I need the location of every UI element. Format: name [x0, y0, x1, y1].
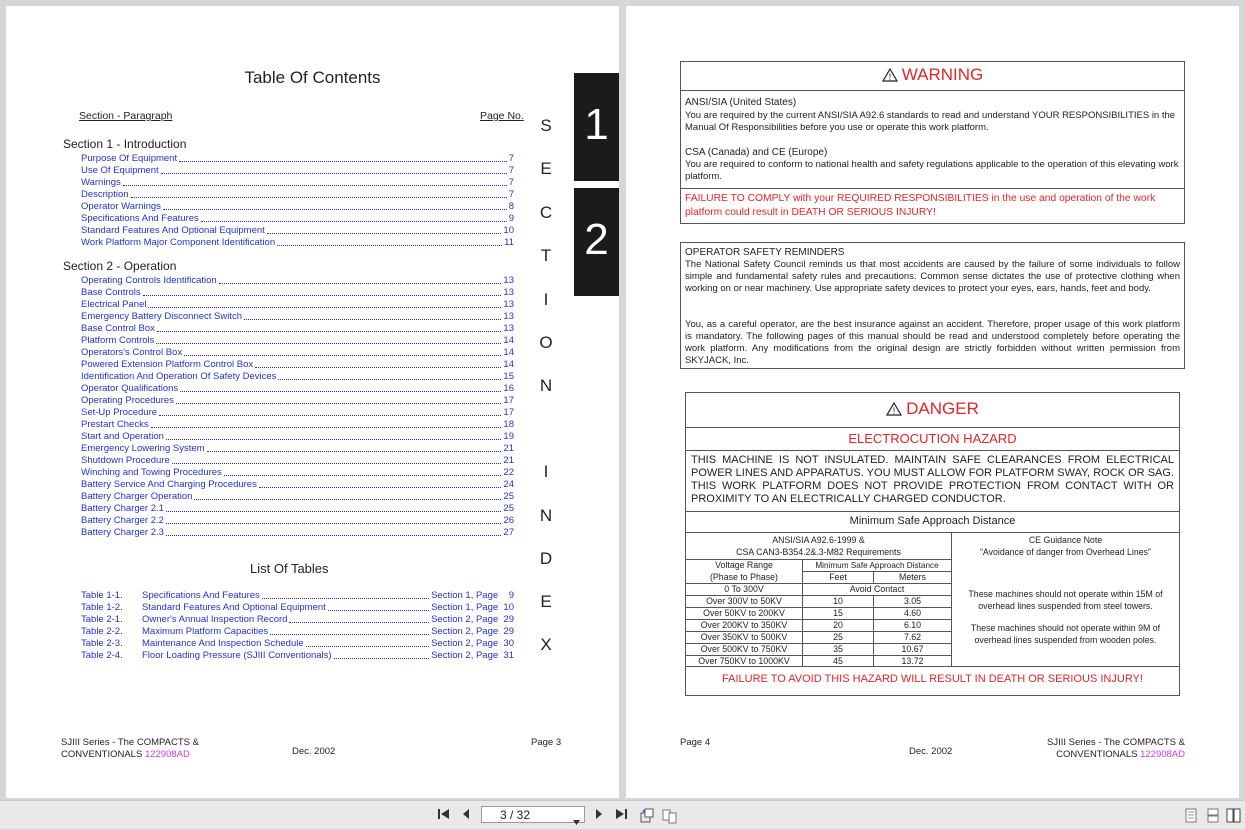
toc-entry-label: Operating Procedures	[81, 395, 174, 406]
section-tab-2[interactable]: 2	[574, 188, 619, 296]
right-footer-series-line2: CONVENTIONALS	[1056, 749, 1138, 760]
approach-cell-feet	[803, 643, 873, 655]
leader-dots	[157, 331, 501, 332]
leader-dots	[166, 535, 502, 536]
table-number: Table 2-3.	[81, 638, 123, 649]
toc-entry-page: 17	[503, 407, 514, 418]
toc-entry[interactable]	[81, 442, 514, 454]
toc-entry-page: 11	[504, 237, 514, 248]
approach-cell-feet	[803, 607, 873, 619]
approach-cell-voltage	[686, 643, 802, 655]
approach-distance-table	[686, 532, 952, 666]
table-label: Specifications And Features	[142, 590, 260, 601]
toc-entry[interactable]	[81, 274, 514, 286]
first-page-icon[interactable]	[437, 808, 451, 823]
leader-dots	[148, 307, 501, 308]
toc-entry-page: 15	[503, 371, 514, 382]
right-footer-date: Dec. 2002	[909, 746, 953, 757]
danger-footer-warning: FAILURE TO AVOID THIS HAZARD WILL RESULT IN DEATH OR SERIOUS INJURY!	[722, 673, 1143, 685]
toc-entry-label: Standard Features And Optional Equipment	[81, 225, 265, 236]
toc-entry-label: Purpose Of Equipment	[81, 153, 178, 164]
table-reference: Section 1, Page 9	[431, 590, 514, 601]
col-min-distance: Minimum Safe Approach Distance	[815, 560, 939, 570]
right-footer-series-line1: SJIII Series - The COMPACTS &	[1047, 737, 1185, 748]
leader-dots	[176, 403, 501, 404]
toc-entry[interactable]	[81, 406, 514, 418]
approach-meters-value: 7.62	[903, 632, 922, 642]
leader-dots	[151, 427, 502, 428]
footer-series-line1: SJIII Series - The COMPACTS &	[61, 737, 199, 748]
toc-entry-page: 18	[503, 419, 514, 430]
approach-feet-value: 35	[833, 644, 843, 654]
toc-entry-page: 14	[503, 335, 514, 346]
table-list-entry[interactable]	[81, 637, 514, 649]
facing-view-icon[interactable]	[1226, 808, 1242, 826]
leader-dots	[262, 598, 429, 599]
right-footer-page-number: Page 4	[680, 737, 711, 748]
table-number: Table 2-4.	[81, 650, 123, 661]
toc-entry[interactable]	[81, 454, 514, 466]
tables-title: List Of Tables	[250, 561, 329, 576]
toc-entry-page: 13	[503, 287, 514, 298]
approach-feet-value: 25	[833, 632, 843, 642]
leader-dots	[207, 451, 502, 452]
approach-cell-meters	[874, 595, 951, 607]
leader-dots	[328, 610, 429, 611]
toc-entry-label: Start and Operation	[81, 431, 164, 442]
left-page	[6, 6, 619, 798]
toc-entry-label: Set-Up Procedure	[81, 407, 158, 418]
toc-entry[interactable]	[81, 418, 514, 430]
approach-meters-value: 3.05	[903, 596, 922, 606]
table-number: Table 2-1.	[81, 614, 123, 625]
approach-cell-voltage	[686, 631, 802, 643]
toc-entry[interactable]	[81, 188, 514, 200]
single-page-view-icon[interactable]	[1185, 808, 1197, 826]
col-feet: Feet	[829, 572, 847, 582]
leader-dots	[163, 209, 507, 210]
section2-heading: Section 2 - Operation	[63, 259, 177, 273]
table-number: Table 1-2.	[81, 602, 123, 613]
toc-entry-label: Emergency Battery Disconnect Switch	[81, 311, 243, 322]
warning-failure-text: FAILURE TO COMPLY with your REQUIRED RESPONSIBILITIES in the use and operation of the work platform could result in DEATH OR SERIOUS INJURY!	[685, 193, 1156, 218]
toc-entry-label: Specifications And Features	[81, 213, 199, 224]
col-meters: Meters	[899, 572, 926, 582]
toc-entry-label: Electrical Panel	[81, 299, 147, 310]
toc-entry[interactable]	[81, 370, 514, 382]
right-footer-series	[1047, 737, 1185, 761]
toc-entry[interactable]	[81, 466, 514, 478]
toc-entry[interactable]	[81, 394, 514, 406]
toc-entry[interactable]	[81, 212, 514, 224]
toc-entry-label: Powered Extension Platform Control Box	[81, 359, 254, 370]
danger-box	[685, 392, 1180, 696]
warning-us-text: You are required by the current ANSI/SIA A92.6 standards to read and understand YOUR RESPONSIBILITIES in the Manual Of Responsibilities before you use or operate this work platform.	[685, 110, 1176, 133]
warning-box	[680, 61, 1185, 224]
toc-entry-label: Battery Service And Charging Procedures	[81, 479, 257, 490]
leader-dots	[159, 415, 501, 416]
warning-us-heading: ANSI/SIA (United States)	[685, 97, 797, 108]
leader-dots	[334, 658, 430, 659]
table-list-entry[interactable]	[81, 649, 514, 661]
approach-feet-value: 15	[833, 608, 843, 618]
approach-voltage-value: Over 500KV to 750KV	[700, 644, 788, 654]
index-letter: X	[540, 635, 552, 654]
two-page-view-icon[interactable]	[662, 808, 678, 827]
approach-cell-meters	[874, 643, 951, 655]
toc-entry-page: 17	[503, 395, 514, 406]
leader-dots	[172, 463, 502, 464]
approach-feet-value: 45	[833, 656, 843, 666]
approach-voltage-value: Over 50KV to 200KV	[703, 608, 785, 618]
toc-entry-label: Warnings	[81, 177, 121, 188]
ce-line2: “Avoidance of danger from Overhead Lines”	[980, 547, 1151, 557]
approach-voltage-value: Over 350KV to 500KV	[700, 632, 788, 642]
reminders-para1: The National Safety Council reminds us that most accidents are caused by the failure of some individuals to follow simple and fundamental safety rules and precautions. Common sense dictates the use of protective clothing when working on or near machinery. Use appropriate safety devices to protect your eyes, ears, hands, feet and body.	[685, 259, 1180, 294]
leader-dots	[277, 245, 502, 246]
toc-entry[interactable]	[81, 298, 514, 310]
table-label: Standard Features And Optional Equipment	[142, 602, 326, 613]
approach-cell-feet	[803, 595, 873, 607]
toc-entry[interactable]	[81, 176, 514, 188]
leader-dots	[244, 319, 501, 320]
leader-dots	[179, 161, 507, 162]
leader-dots	[131, 197, 507, 198]
next-page-icon[interactable]	[594, 808, 604, 823]
toc-entry-page: 27	[503, 527, 514, 538]
table-list-entry[interactable]	[81, 613, 514, 625]
table-number: Table 2-2.	[81, 626, 123, 637]
toc-entry-page: 13	[503, 275, 514, 286]
leader-dots	[161, 173, 507, 174]
approach-meters-value: 4.60	[903, 608, 922, 618]
toc-entry-page: 7	[508, 153, 514, 164]
leader-dots	[184, 355, 501, 356]
approach-meters-value: 10.67	[901, 644, 924, 654]
leader-dots	[143, 295, 502, 296]
toc-entry-label: Battery Charger 2.1	[81, 503, 164, 514]
reminders-heading: OPERATOR SAFETY REMINDERS	[685, 247, 845, 258]
toc-entry-label: Base Controls	[81, 287, 141, 298]
approach-cell-meters	[874, 631, 951, 643]
viewer-toolbar	[0, 800, 1245, 829]
col-page-header: Page No.	[480, 110, 524, 122]
svg-text:!: !	[888, 72, 891, 82]
approach-meters-value: 13.72	[901, 656, 924, 666]
warning-title	[681, 65, 1184, 87]
previous-page-icon[interactable]	[461, 808, 471, 823]
footer-date: Dec. 2002	[292, 746, 336, 757]
toc-entry-page: 7	[508, 177, 514, 188]
danger-title	[686, 399, 1179, 421]
warning-title-text: WARNING	[901, 65, 984, 84]
table-list-entry[interactable]	[81, 601, 514, 613]
approach-table-title: Minimum Safe Approach Distance	[849, 515, 1016, 527]
toc-entry[interactable]	[81, 200, 514, 212]
leader-dots	[270, 634, 429, 635]
ce-guidance	[952, 532, 1179, 666]
toc-entry-label: Prestart Checks	[81, 419, 149, 430]
ce-note-steel: These machines should not operate within 15M of overhead lines suspended from steel towers.	[968, 589, 1163, 611]
table-reference: Section 2, Page 31	[431, 650, 514, 661]
page-selector[interactable]	[481, 806, 585, 823]
index-letter: N	[539, 506, 553, 525]
table-list-entry[interactable]	[81, 589, 514, 601]
toc-entry-label: Battery Charger Operation	[81, 491, 193, 502]
index-letter: C	[539, 203, 553, 222]
toc-entry-page: 24	[503, 479, 514, 490]
toc-title: Table Of Contents	[244, 68, 381, 87]
toc-entry-page: 8	[508, 201, 514, 212]
continuous-view-icon[interactable]	[1207, 808, 1219, 826]
approach-cell-meters	[874, 619, 951, 631]
leader-dots	[219, 283, 502, 284]
row0-note: Avoid Contact	[849, 584, 905, 594]
leader-dots	[166, 523, 502, 524]
approach-cell-feet	[803, 631, 873, 643]
index-letter: E	[540, 592, 552, 611]
approach-feet-value: 10	[833, 596, 843, 606]
row0-voltage: 0 To 300V	[724, 584, 764, 594]
index-letter: E	[540, 159, 552, 178]
col-section-header: Section - Paragraph	[79, 110, 173, 122]
approach-voltage-value: Over 300V to 50KV	[706, 596, 782, 606]
danger-triangle-icon	[886, 401, 902, 421]
toc-entry-label: Description	[81, 189, 129, 200]
table-label: Maximum Platform Capacities	[142, 626, 269, 637]
leader-dots	[224, 475, 502, 476]
leader-dots	[278, 379, 501, 380]
table-reference: Section 2, Page 29	[431, 626, 514, 637]
toc-entry-page: 7	[508, 189, 514, 200]
page-indicator: 3 / 32	[500, 808, 531, 822]
toc-entry-page: 22	[503, 467, 514, 478]
toc-entry[interactable]	[81, 164, 514, 176]
approach-feet-value: 20	[833, 620, 843, 630]
right-footer-code: 122908AD	[1140, 749, 1185, 760]
warning-ce-text: You are required to conform to national health and safety regulations applicable to the operation of this elevating work platform.	[685, 159, 1179, 182]
toc-entry-label: Use Of Equipment	[81, 165, 159, 176]
leader-dots	[289, 622, 429, 623]
toc-entry-label: Operating Controls Identification	[81, 275, 217, 286]
col-voltage-sub: (Phase to Phase)	[710, 572, 778, 582]
index-letter: I	[543, 462, 549, 481]
standard-line2: CSA CAN3-B354.2&.3-M82 Requirements	[736, 547, 901, 557]
toc-entry[interactable]	[81, 152, 514, 164]
toc-entry[interactable]	[81, 286, 514, 298]
ce-note-wooden: These machines should not operate within 9M of overhead lines suspended from wooden poles.	[970, 623, 1161, 645]
danger-title-text: DANGER	[906, 399, 979, 418]
toc-entry[interactable]	[81, 310, 514, 322]
toc-entry[interactable]	[81, 334, 514, 346]
toc-entry[interactable]	[81, 478, 514, 490]
table-label: Floor Loading Pressure (SJIII Conventionals)	[142, 650, 332, 661]
toc-entry-page: 26	[503, 515, 514, 526]
table-reference: Section 1, Page 10	[431, 602, 514, 613]
toc-entry-page: 16	[503, 383, 514, 394]
toc-entry[interactable]	[81, 430, 514, 442]
col-voltage: Voltage Range	[715, 560, 773, 570]
toc-entry-page: 13	[503, 323, 514, 334]
approach-cell-voltage	[686, 595, 802, 607]
table-number: Table 1-1.	[81, 590, 123, 601]
toc-entry-page: 25	[503, 503, 514, 514]
toc-entry[interactable]	[81, 514, 514, 526]
leader-dots	[123, 185, 507, 186]
approach-meters-value: 6.10	[903, 620, 922, 630]
footer-code: 122908AD	[144, 749, 190, 760]
table-label: Maintenance And Inspection Schedule	[142, 638, 304, 649]
leader-dots	[166, 439, 502, 440]
footer-page-number: Page 3	[531, 737, 562, 748]
toc-entry[interactable]	[81, 490, 514, 502]
toc-entry[interactable]	[81, 236, 514, 248]
toc-entry-label: Emergency Lowering System	[81, 443, 205, 454]
toc-entry-label: Platform Controls	[81, 335, 155, 346]
table-label: Owner's Annual Inspection Record	[142, 614, 288, 625]
toc-entry-page: 7	[508, 165, 514, 176]
toc-entry-page: 25	[503, 491, 514, 502]
leader-dots	[255, 367, 501, 368]
table-reference: Section 2, Page 29	[431, 614, 514, 625]
toc-entry-page: 9	[508, 213, 514, 224]
toc-entry-label: Operator Warnings	[81, 201, 161, 212]
leader-dots	[306, 646, 429, 647]
toc-entry-page: 19	[503, 431, 514, 442]
toc-entry-label: Operator Qualifications	[81, 383, 179, 394]
right-page	[626, 6, 1239, 798]
leader-dots	[259, 487, 502, 488]
reminders-box	[680, 242, 1185, 369]
ce-line1: CE Guidance Note	[1028, 535, 1103, 545]
index-letter: I	[543, 290, 549, 309]
last-page-icon[interactable]	[614, 808, 628, 823]
toc-entry-page: 14	[503, 347, 514, 358]
leader-dots	[166, 511, 502, 512]
approach-cell-feet	[803, 619, 873, 631]
toc-entry-label: Identification And Operation Of Safety Devices	[81, 371, 277, 382]
approach-cell-voltage	[686, 607, 802, 619]
toc-entry-label: Work Platform Major Component Identification	[81, 237, 276, 248]
approach-voltage-value: Over 750KV to 1000KV	[698, 656, 790, 666]
leader-dots	[267, 233, 502, 234]
index-letter: D	[539, 549, 553, 568]
toc-entry-page: 21	[503, 443, 514, 454]
toc-entry-label: Battery Charger 2.3	[81, 527, 164, 538]
toc-entry[interactable]	[81, 382, 514, 394]
toc-entry-label: Battery Charger 2.2	[81, 515, 164, 526]
svg-text:!: !	[892, 406, 896, 416]
table-reference: Section 2, Page 30	[431, 638, 514, 649]
warning-ce-heading: CSA (Canada) and CE (Europe)	[685, 147, 828, 158]
danger-subtitle: ELECTROCUTION HAZARD	[848, 431, 1017, 446]
section1-heading: Section 1 - Introduction	[63, 137, 187, 151]
toc-entry-page: 13	[503, 311, 514, 322]
section-tab-1[interactable]: 1	[574, 73, 619, 181]
toc-entry-label: Operators's Control Box	[81, 347, 183, 358]
toc-entry-page: 10	[503, 225, 514, 236]
rotate-view-icon[interactable]	[639, 808, 655, 827]
toc-entry-label: Shutdown Procedure	[81, 455, 170, 466]
toc-entry-page: 14	[503, 359, 514, 370]
toc-entry[interactable]	[81, 346, 514, 358]
toc-entry-label: Base Control Box	[81, 323, 155, 334]
standard-line1: ANSI/SIA A92.6-1999 &	[772, 535, 865, 545]
toc-entry[interactable]	[81, 358, 514, 370]
approach-voltage-value: Over 200KV to 350KV	[700, 620, 788, 630]
index-letter: S	[540, 116, 552, 135]
reminders-para2: You, as a careful operator, are the best insurance against an accident. Therefore, proper usage of this work platform is mandatory. The following pages of this manual should be read and understood completely before operating the work platform. Any modifications from the original design are strictly forbidden without written permission from SKYJACK, Inc.	[685, 319, 1180, 366]
approach-cell-voltage	[686, 619, 802, 631]
warning-triangle-icon	[882, 67, 898, 87]
dropdown-arrow-icon[interactable]	[573, 812, 580, 830]
approach-cell-meters	[874, 607, 951, 619]
toc-entry[interactable]	[81, 224, 514, 236]
toc-entry-label: Winching and Towing Procedures	[81, 467, 222, 478]
index-letter: O	[539, 333, 553, 352]
table-list-entry[interactable]	[81, 625, 514, 637]
toc-entry-page: 21	[503, 455, 514, 466]
index-letter: T	[540, 246, 552, 265]
footer-series	[61, 737, 199, 761]
leader-dots	[156, 343, 501, 344]
footer-series-line2: CONVENTIONALS	[61, 749, 143, 760]
index-letter: N	[539, 376, 553, 395]
leader-dots	[201, 221, 507, 222]
leader-dots	[194, 499, 501, 500]
toc-entry[interactable]	[81, 322, 514, 334]
toc-entry-page: 13	[503, 299, 514, 310]
danger-body: THIS MACHINE IS NOT INSULATED. MAINTAIN SAFE CLEARANCES FROM ELECTRICAL POWER LINES AND APPARATUS. YOU MUST ALLOW FOR PLATFORM SWAY, ROCK OR SAG. THIS WORK PLATFORM DOES NOT PROVIDE PROTECTION FROM CONTACT WITH OR PROXIMITY TO AN ELECTRICALLY CHARGED CONDUCTOR.	[691, 454, 1174, 505]
toc-entry[interactable]	[81, 526, 514, 538]
leader-dots	[180, 391, 501, 392]
toc-entry[interactable]	[81, 502, 514, 514]
